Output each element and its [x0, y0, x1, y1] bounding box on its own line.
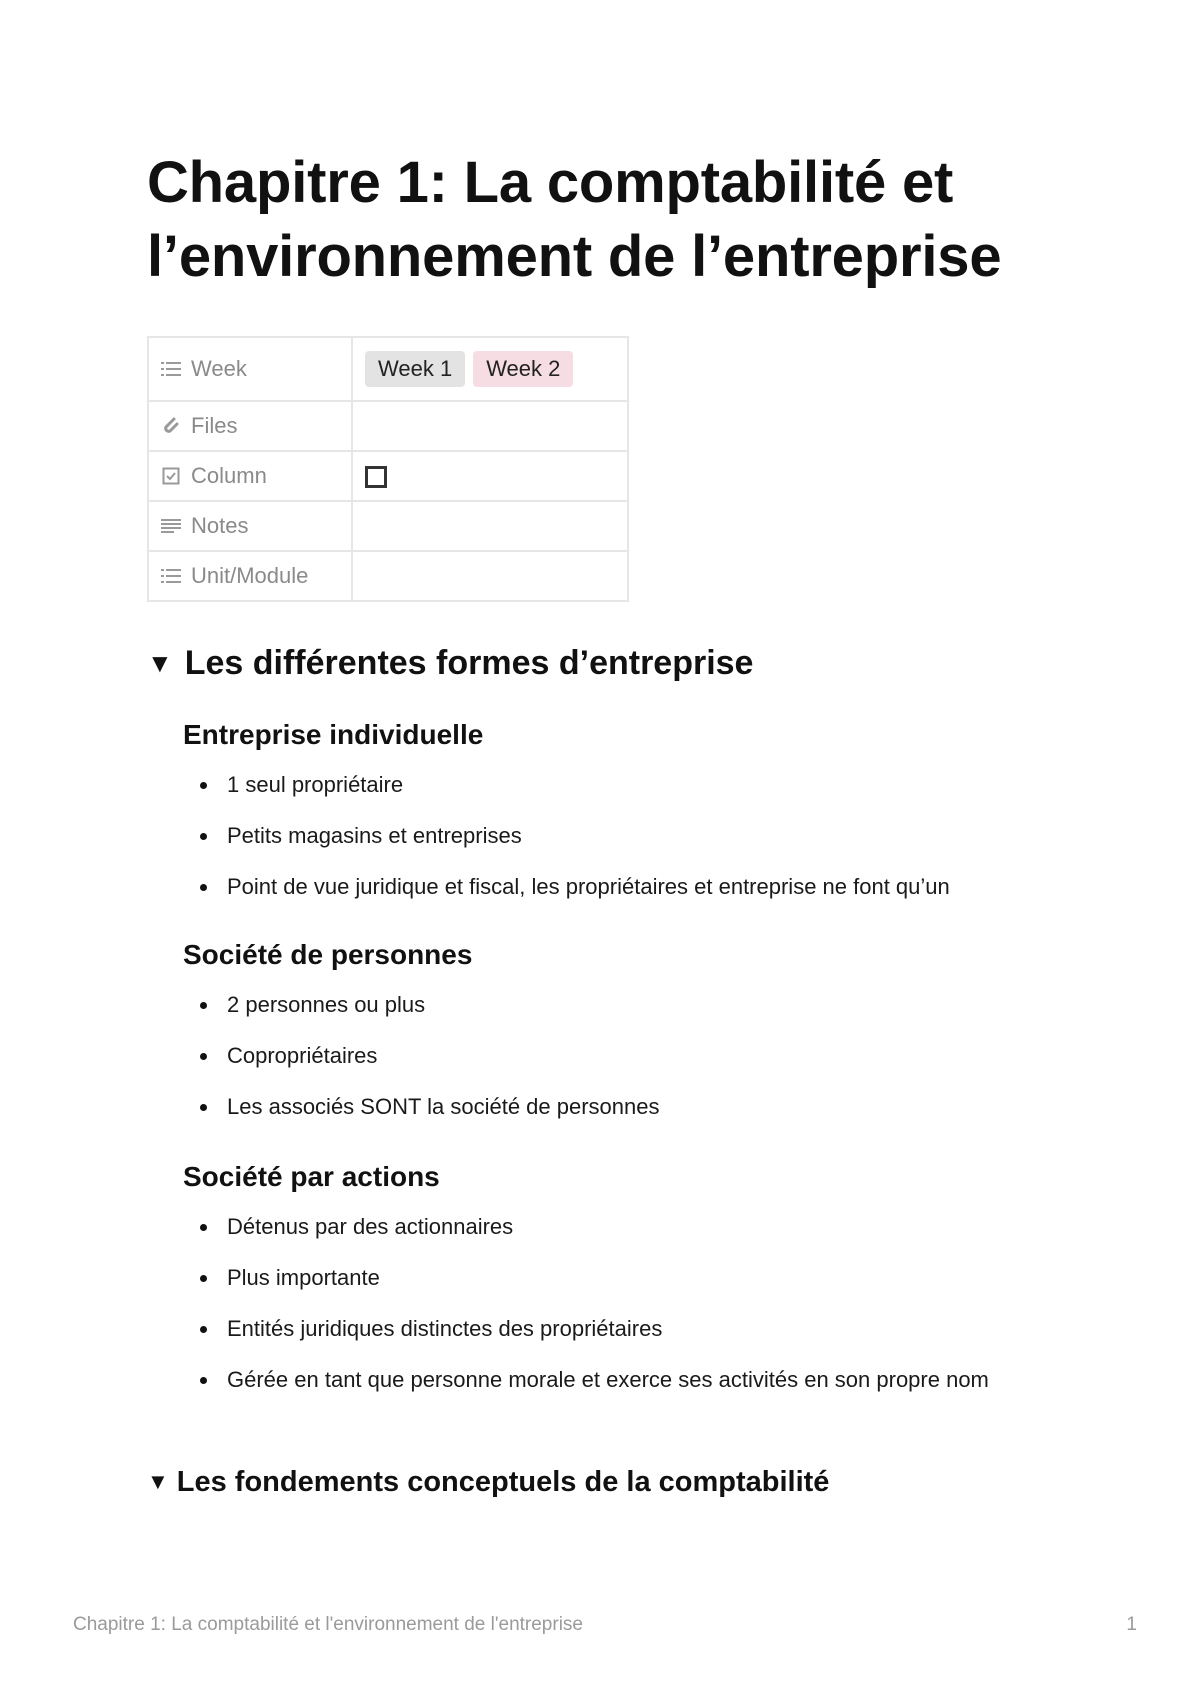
page-number: 1: [1126, 1614, 1137, 1635]
property-value-column: [352, 451, 628, 501]
list-item: Petits magasins et entreprises: [183, 818, 1043, 854]
list-item: 1 seul propriétaire: [183, 767, 1043, 803]
list-item: Les associés SONT la société de personnes: [183, 1089, 1043, 1125]
list-item: Plus importante: [183, 1260, 1043, 1296]
page-title: Chapitre 1: La comptabilité et l’environnement de l’entreprise: [147, 150, 1002, 289]
bullet-list: [183, 987, 1043, 1125]
bullet-list: [183, 767, 1043, 905]
list-icon: [161, 566, 181, 586]
section-heading: Société par actions: [183, 1161, 440, 1192]
paperclip-icon: [161, 416, 181, 436]
property-row-notes: [148, 501, 628, 551]
toggle-label: Les différentes formes d’entreprise: [184, 644, 754, 682]
property-value-unit-module[interactable]: [352, 551, 628, 601]
tag-week-1[interactable]: Week 1: [365, 351, 465, 387]
properties-table: [147, 336, 629, 602]
checkbox-icon: [161, 466, 181, 486]
toggle-formes-entreprise[interactable]: [147, 643, 753, 683]
toggle-label: Les fondements conceptuels de la comptabilité: [176, 1466, 830, 1498]
toggle-fondements-conceptuels[interactable]: [147, 1462, 829, 1502]
triangle-down-icon[interactable]: ▼: [147, 1469, 169, 1494]
property-key-unit-module: Unit/Module: [191, 563, 309, 588]
section-heading: Société de personnes: [183, 939, 473, 970]
list-icon: [161, 359, 181, 379]
property-key-notes: Notes: [191, 513, 249, 538]
property-key-week: Week: [191, 356, 247, 381]
property-value-notes[interactable]: [352, 501, 628, 551]
list-item: Entités juridiques distinctes des propriétaires: [183, 1311, 1043, 1347]
list-item: Détenus par des actionnaires: [183, 1209, 1043, 1245]
list-item: 2 personnes ou plus: [183, 987, 1043, 1023]
tag-week-2[interactable]: Week 2: [473, 351, 573, 387]
property-key-column: Column: [191, 463, 267, 488]
section-societe-par-actions: [183, 1160, 1043, 1398]
list-item: Point de vue juridique et fiscal, les propriétaires et entreprise ne font qu’un: [183, 869, 1043, 905]
section-societe-de-personnes: [183, 938, 1043, 1125]
bullet-list: [183, 1209, 1043, 1398]
column-checkbox[interactable]: [365, 466, 387, 488]
property-row-files: [148, 401, 628, 451]
text-lines-icon: [161, 516, 181, 536]
property-value-week[interactable]: [352, 337, 628, 401]
list-item: Copropriétaires: [183, 1038, 1043, 1074]
triangle-down-icon[interactable]: ▼: [147, 648, 173, 678]
section-entreprise-individuelle: [183, 718, 1043, 905]
property-value-files[interactable]: [352, 401, 628, 451]
property-row-column: [148, 451, 628, 501]
section-heading: Entreprise individuelle: [183, 719, 484, 750]
property-row-week: [148, 337, 628, 401]
property-key-files: Files: [191, 413, 238, 438]
property-row-unit-module: [148, 551, 628, 601]
list-item: Gérée en tant que personne morale et exerce ses activités en son propre nom: [183, 1362, 1043, 1398]
page-footer: [73, 1614, 1137, 1636]
footer-title: Chapitre 1: La comptabilité et l'environnement de l'entreprise: [73, 1614, 583, 1635]
